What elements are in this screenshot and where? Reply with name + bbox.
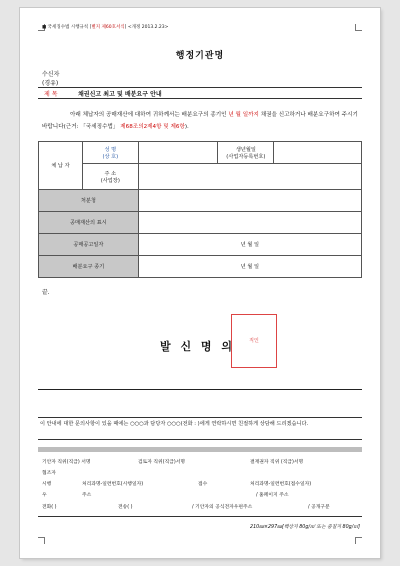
- notice-box: [38, 417, 362, 440]
- official-seal-box: [231, 314, 277, 368]
- address-label-cell: [82, 164, 138, 190]
- approver-label: 결재권자 직위 (직급)서명: [250, 460, 304, 465]
- form-title: 행정기관명: [175, 51, 225, 61]
- enforcement-number: 처리과명-일련번호(시행일자): [82, 482, 144, 487]
- header-note: [42, 24, 168, 30]
- header-note-prefix: ■ 국세징수법 시행규칙 [: [42, 25, 92, 30]
- recipient-label: 수신자: [42, 71, 60, 78]
- subject-label: 제 목: [44, 91, 58, 98]
- auction-date-label: 공매공고일자: [39, 234, 139, 256]
- reception-number: 처리과명-일련번호(접수일자): [250, 482, 312, 487]
- enforcement-label: 시행: [42, 482, 52, 487]
- zip-label: 우: [42, 493, 47, 498]
- body-text-article: 제68조의2제4항 및 제6항: [120, 124, 185, 130]
- body-text-part2: 채권을 신고하거나 배분요구하여 주시기 바랍니다(근거: 「국세징수법」: [42, 112, 358, 130]
- auction-date-field[interactable]: 년 월 일: [138, 234, 361, 256]
- document-page: [20, 8, 380, 558]
- homepage-label: / 홈페이지 주소: [256, 493, 289, 498]
- deadline-field[interactable]: 년 월 일: [138, 256, 361, 278]
- office-label: 처분청: [39, 190, 139, 212]
- disclosure-label: / 공개구분: [308, 505, 330, 510]
- body-text-part1: 아래 체납자의 공매재산에 대하여 귀하께서는 배분요구의 종기인: [70, 112, 229, 118]
- notice-text: 이 안내에 대한 문의사항이 있을 때에는 ○○○과 담당자 ○○○(전화 : )에게 연락하시면 친절하게 상담해 드리겠습니다.: [40, 421, 309, 427]
- name-label-cell: [82, 142, 138, 164]
- info-table: [38, 141, 362, 278]
- name-sub-label: (상 호): [102, 153, 119, 160]
- phone-label: 전화( ): [42, 505, 57, 510]
- email-label: / 기안자의 공식전자우편주소: [192, 505, 253, 510]
- drafter-label: 기안자 직위(직급) 서명: [42, 460, 91, 465]
- subject-row: [38, 87, 362, 99]
- fax-label: 전송( ): [118, 505, 133, 510]
- crop-mark-bottom-left: [38, 537, 45, 544]
- birth-sub-label: (사업자등록번호): [226, 153, 266, 160]
- reviewer-label: 검토자 직위(직급)서명: [138, 460, 185, 465]
- cooperator-label: 협조자: [42, 471, 56, 476]
- header-note-form-number[interactable]: 별지 제60호서식: [91, 25, 125, 30]
- name-label: 성 명: [104, 146, 117, 153]
- birth-label: 생년월일: [235, 146, 256, 153]
- birth-label-cell: [218, 142, 274, 164]
- deadline-label: 배분요구 종기: [39, 256, 139, 278]
- body-text: [42, 109, 358, 133]
- name-field[interactable]: [138, 142, 218, 164]
- subject-text: 채권신고 최고 및 배분요구 안내: [78, 91, 162, 98]
- body-text-part3: ).: [184, 124, 189, 130]
- seal-label: 직인: [249, 338, 259, 344]
- property-field[interactable]: [138, 212, 361, 234]
- address-field[interactable]: [138, 164, 361, 190]
- closing-mark: 끝.: [42, 289, 50, 296]
- taxpayer-label: 체 납 자: [39, 142, 83, 190]
- divider-line: [38, 389, 362, 390]
- body-text-deadline: 년 월 일까지: [228, 112, 259, 118]
- issuer-title: 발 신 명 의: [160, 340, 235, 353]
- property-label: 공매재산의 표시: [39, 212, 139, 234]
- birth-field[interactable]: [274, 142, 362, 164]
- office-field[interactable]: [138, 190, 361, 212]
- gray-band: [38, 447, 362, 452]
- paper-spec-note: 210㎜×297㎜[백상지 80g/㎡ 또는 중질지 80g/㎡]: [250, 525, 360, 530]
- address-row-label: 주소: [82, 493, 92, 498]
- guardian-label: (경유): [42, 80, 59, 87]
- address-sub-label: (사업장): [100, 177, 120, 184]
- footer-divider: [38, 516, 362, 517]
- crop-mark-top-right: [355, 24, 362, 31]
- address-label: 주 소: [104, 170, 117, 177]
- header-note-suffix: ] <개정 2013.2.23>: [124, 25, 169, 30]
- crop-mark-bottom-right: [355, 537, 362, 544]
- reception-label: 접수: [198, 482, 208, 487]
